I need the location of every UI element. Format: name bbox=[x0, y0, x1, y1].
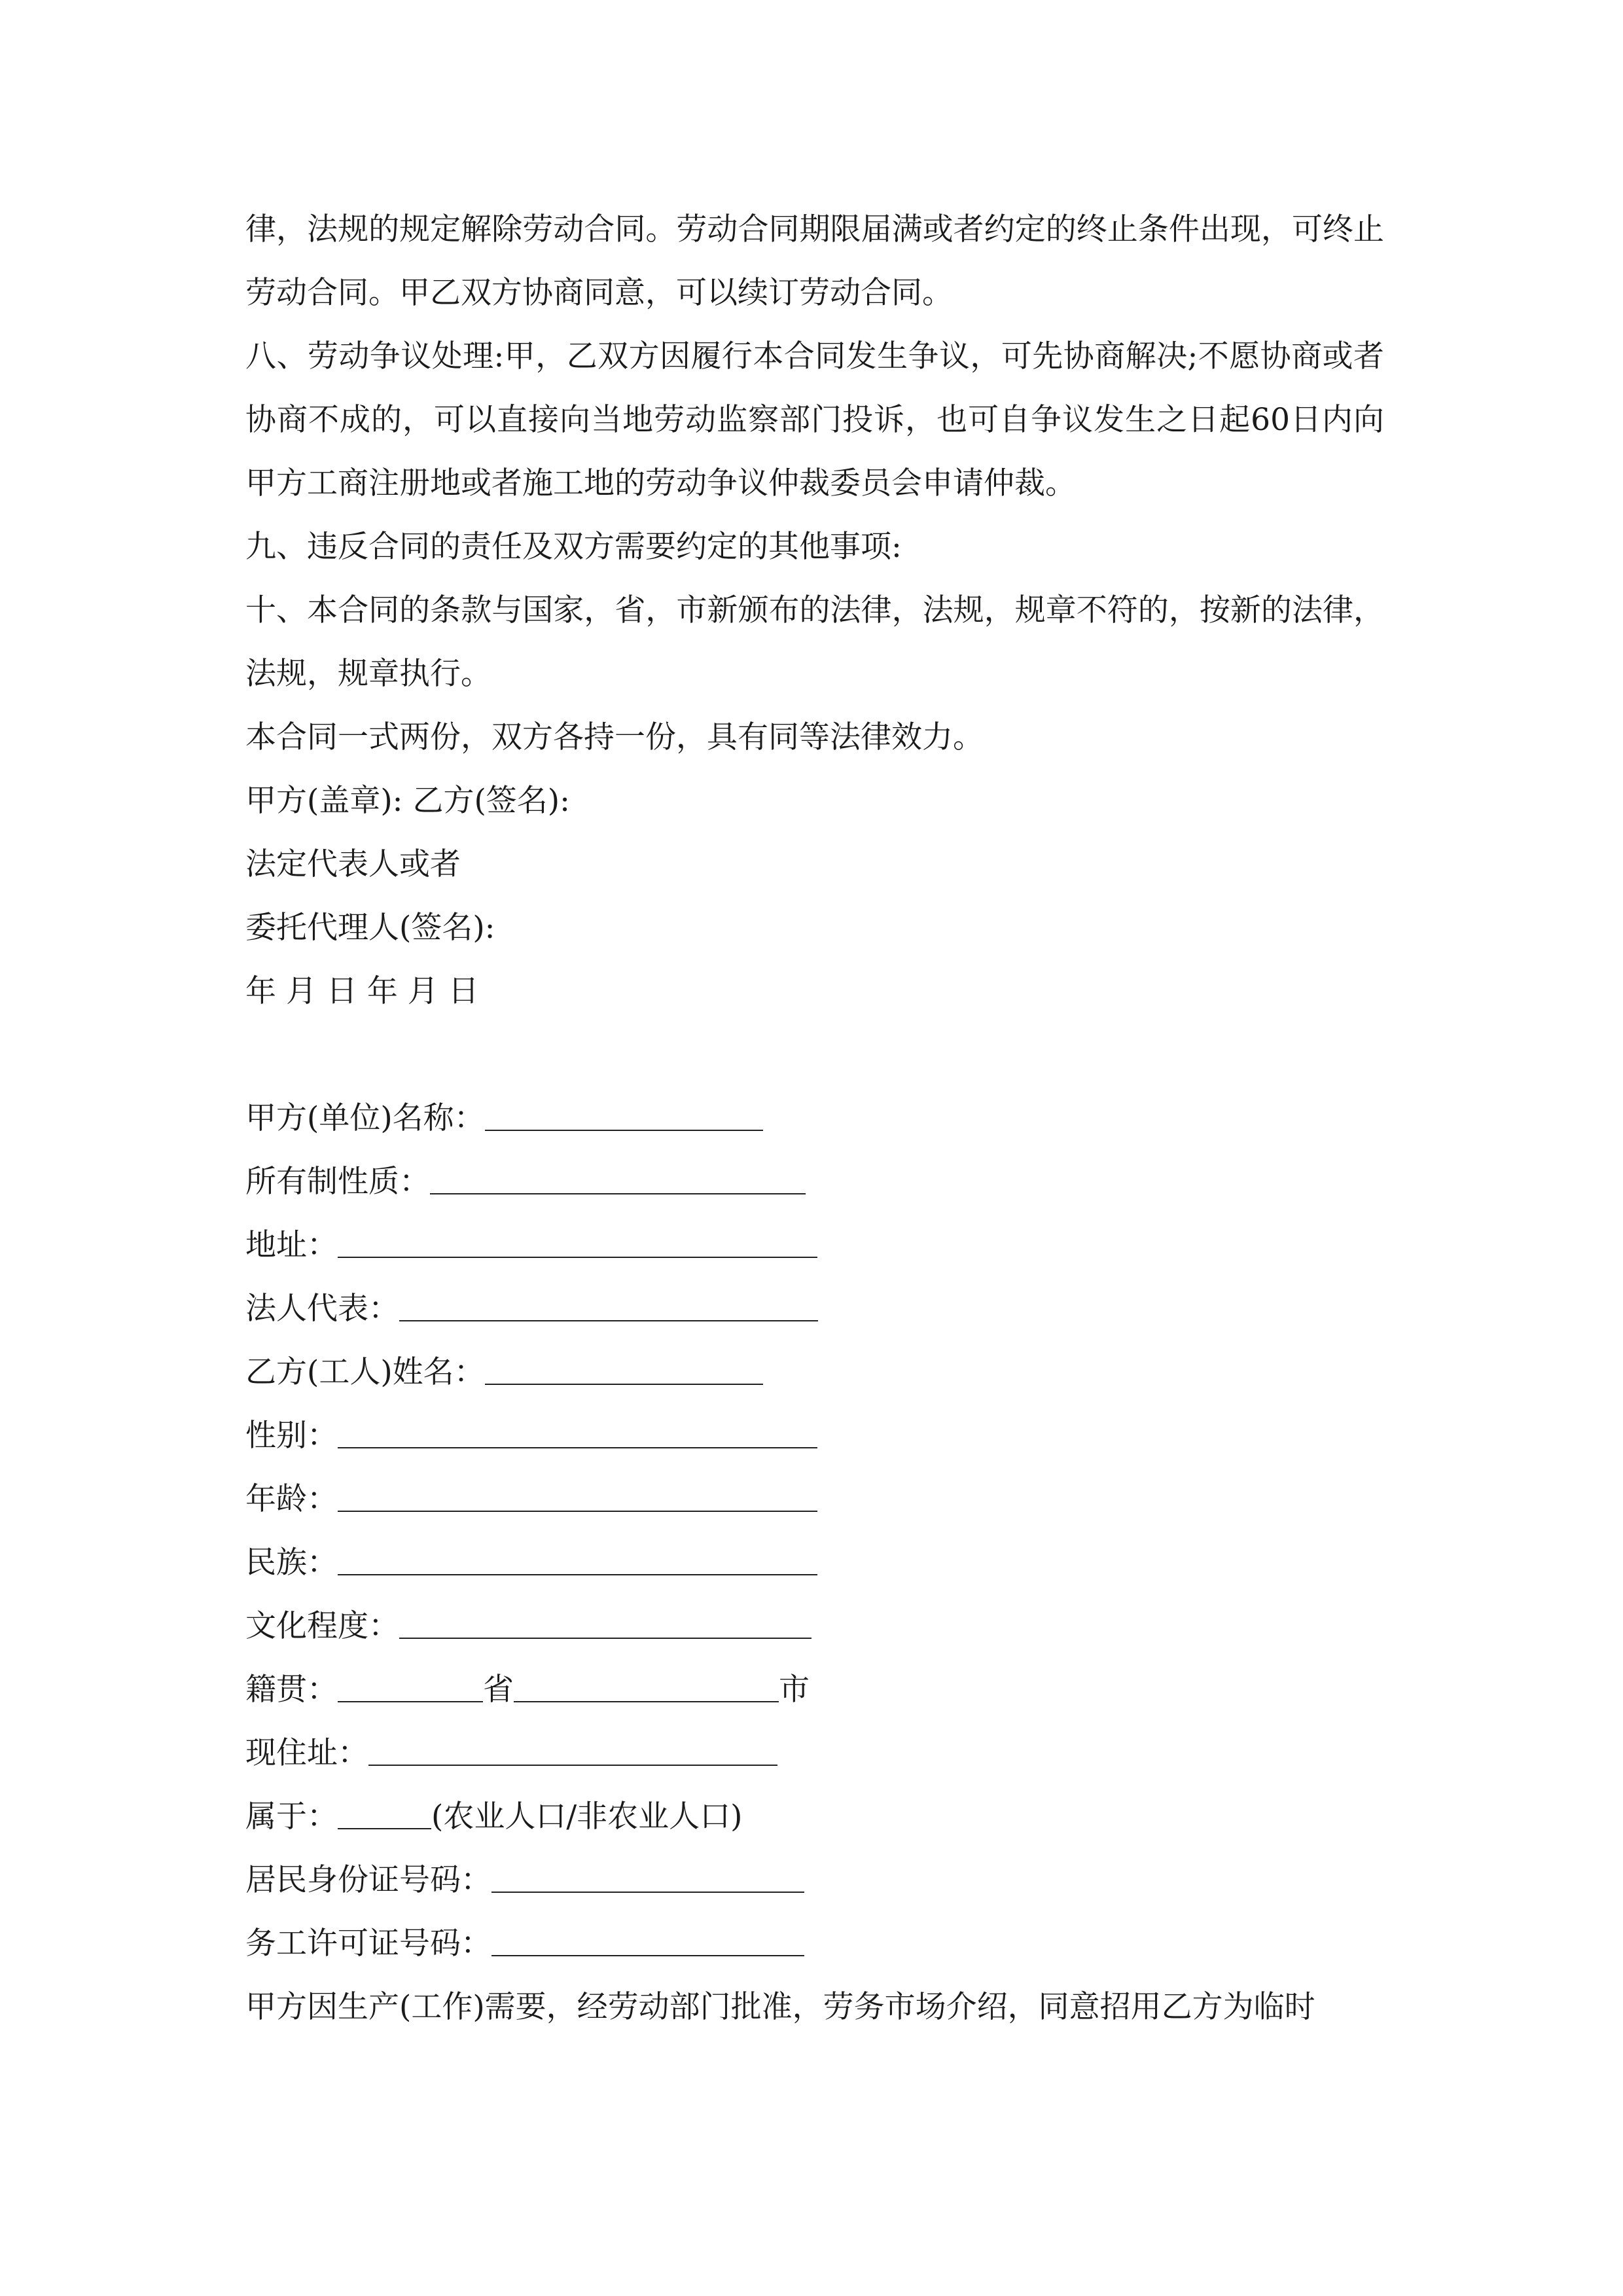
ownership-field bbox=[245, 1150, 1384, 1213]
native-place-label: 籍贯： bbox=[245, 1672, 338, 1708]
signature-date: 年 月 日 年 月 日 bbox=[245, 973, 479, 1009]
closing-text: 甲方因生产(工作)需要，经劳动部门批准，劳务市场介绍，同意招用乙方为临时 bbox=[245, 1989, 1315, 2025]
copies-clause: 本合同一式两份，双方各持一份，具有同等法律效力。 bbox=[245, 719, 984, 755]
employer-name-blank[interactable] bbox=[485, 1093, 763, 1131]
legal-rep-blank[interactable] bbox=[399, 1283, 818, 1321]
belongs-to-label: 属于： bbox=[245, 1799, 338, 1835]
education-label: 文化程度： bbox=[245, 1608, 399, 1644]
address-label: 地址： bbox=[245, 1227, 338, 1263]
clause-10-law-update: 十、本合同的条款与国家，省，市新颁布的法律，法规，规章不符的，按新的法律，法规，规章执行。 bbox=[245, 592, 1384, 692]
belongs-to-options: (农业人口/非农业人口) bbox=[431, 1799, 743, 1835]
work-permit-blank[interactable] bbox=[491, 1918, 804, 1956]
employer-name-field bbox=[245, 1086, 1384, 1150]
section-gap bbox=[245, 1023, 1384, 1086]
signature-legal-rep: 法定代表人或者 bbox=[245, 846, 461, 882]
age-field bbox=[245, 1467, 1384, 1531]
city-label: 市 bbox=[779, 1672, 810, 1708]
native-place-field bbox=[245, 1658, 1384, 1721]
worker-name-label: 乙方(工人)姓名： bbox=[245, 1354, 485, 1390]
legal-rep-label: 法人代表： bbox=[245, 1291, 399, 1327]
education-blank[interactable] bbox=[399, 1601, 812, 1639]
clause-8-dispute: 八、劳动争议处理:甲，乙双方因履行本合同发生争议，可先协商解决;不愿协商或者协商不成的，可以直接向当地劳动监察部门投诉，也可自争议发生之日起60日内向甲方工商注册地或者施工地的劳动争议仲裁委员会申请仲裁。 bbox=[245, 338, 1384, 501]
gender-field bbox=[245, 1404, 1384, 1467]
current-address-label: 现住址： bbox=[245, 1735, 368, 1771]
current-address-field bbox=[245, 1721, 1384, 1785]
work-permit-label: 务工许可证号码： bbox=[245, 1926, 491, 1962]
legal-rep-field bbox=[245, 1277, 1384, 1340]
age-label: 年龄： bbox=[245, 1481, 338, 1517]
clause-termination-text: 律，法规的规定解除劳动合同。劳动合同期限届满或者约定的终止条件出现，可终止劳动合同。甲乙双方协商同意，可以续订劳动合同。 bbox=[245, 211, 1384, 311]
province-label: 省 bbox=[483, 1672, 514, 1708]
employer-name-label: 甲方(单位)名称： bbox=[245, 1100, 485, 1136]
work-permit-field bbox=[245, 1912, 1384, 1975]
signature-parties: 甲方(盖章): 乙方(签名): bbox=[245, 783, 570, 819]
id-number-blank[interactable] bbox=[491, 1855, 804, 1893]
age-blank[interactable] bbox=[338, 1474, 817, 1512]
id-number-field bbox=[245, 1848, 1384, 1912]
belongs-to-blank[interactable] bbox=[338, 1791, 431, 1829]
current-address-blank[interactable] bbox=[368, 1728, 777, 1766]
signature-agent: 委托代理人(签名): bbox=[245, 910, 495, 946]
address-field bbox=[245, 1213, 1384, 1277]
education-field bbox=[245, 1594, 1384, 1658]
ethnicity-field bbox=[245, 1531, 1384, 1594]
province-blank[interactable] bbox=[338, 1664, 483, 1702]
id-number-label: 居民身份证号码： bbox=[245, 1862, 491, 1898]
belongs-to-field bbox=[245, 1785, 1384, 1848]
worker-name-blank[interactable] bbox=[485, 1347, 763, 1385]
ownership-label: 所有制性质： bbox=[245, 1164, 430, 1200]
worker-name-field bbox=[245, 1340, 1384, 1404]
ethnicity-label: 民族： bbox=[245, 1545, 338, 1581]
clause-9-liability: 九、违反合同的责任及双方需要约定的其他事项: bbox=[245, 529, 902, 565]
city-blank[interactable] bbox=[514, 1664, 779, 1702]
ethnicity-blank[interactable] bbox=[338, 1537, 817, 1575]
ownership-blank[interactable] bbox=[430, 1157, 806, 1194]
address-blank[interactable] bbox=[338, 1220, 817, 1258]
document-body bbox=[245, 198, 1384, 2039]
gender-blank[interactable] bbox=[338, 1410, 817, 1448]
gender-label: 性别： bbox=[245, 1418, 338, 1454]
